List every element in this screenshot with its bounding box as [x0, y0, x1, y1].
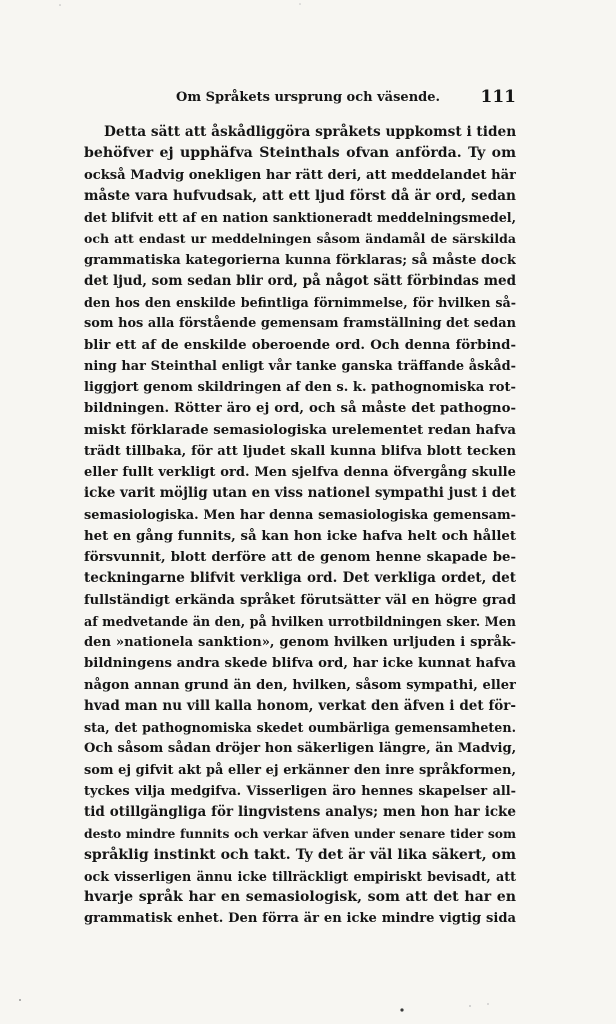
text-line: af medvetande än den, på hvilken urrotbildningen sker. Men: [84, 613, 516, 629]
text-line: sta, det pathognomiska skedet oumbärliga gemensamheten.: [84, 720, 516, 735]
text-line: och att endast ur meddelningen såsom ändamål de särskilda: [84, 231, 516, 247]
speck: [469, 1005, 471, 1007]
text-line: hvarje språk har en semasiologisk, som att det har en: [84, 889, 516, 905]
text-line: het en gång funnits, så kan hon icke hafva helt och hållet: [84, 528, 516, 544]
text-line: som ej gifvit akt på eller ej erkänner den inre språkformen,: [84, 762, 516, 778]
text-line: ning har Steinthal enligt vår tanke ganska träffande åskåd-: [84, 358, 516, 374]
text-line: språklig instinkt och takt. Ty det är väl lika säkert, om: [84, 846, 516, 863]
text-line: ock visserligen ännu icke tillräckligt empiriskt bevisadt, att: [84, 868, 516, 884]
page-number: 111: [480, 87, 516, 107]
text-line: semasiologiska. Men har denna semasiologiska gemensam-: [84, 507, 516, 523]
text-line: den »nationela sanktion», genom hvilken urljuden i språk-: [84, 635, 516, 650]
text-line: teckningarne blifvit verkliga ord. Det verkliga ordet, det: [84, 570, 516, 587]
running-head: [84, 87, 516, 110]
text-line: försvunnit, blott derföre att de genom henne skapade be-: [84, 550, 516, 565]
text-line: blir ett af de enskilde oberoende ord. Och denna förbind-: [84, 337, 516, 353]
body-text: [84, 122, 516, 930]
text-line: grammatisk enhet. Den förra är en icke mindre vigtig sida: [84, 911, 516, 927]
text-line: måste vara hufvudsak, att ett ljud först då är ord, sedan: [84, 187, 516, 204]
text-line: Och såsom sådan dröjer hon säkerligen längre, än Madvig,: [84, 741, 516, 757]
speck: [59, 4, 61, 6]
text-line: fullständigt erkända språket förutsätter väl en högre grad: [84, 592, 516, 608]
text-line: det blifvit ett af en nation sanktioneradt meddelningsmedel,: [84, 210, 516, 225]
text-line: den hos den enskilde befintliga förnimmelse, för hvilken så-: [84, 295, 516, 310]
text-line: desto mindre funnits och verkar äfven under senare tider som: [84, 826, 516, 842]
text-line: trädt tillbaka, för att ljudet skall kunna blifva blott tecken: [84, 443, 516, 459]
text-line: bildningens andra skede blifva ord, har icke kunnat hafva: [84, 656, 516, 672]
text-line: tyckes vilja medgifva. Visserligen äro hennes skapelser all-: [84, 783, 516, 799]
speck: [19, 999, 21, 1001]
running-title: Om Språkets ursprung och väsende.: [176, 90, 441, 105]
text-line: bildningen. Rötter äro ej ord, och så måste det pathogno-: [84, 401, 516, 417]
text-line: det ljud, som sedan blir ord, på något sätt förbindas med: [84, 272, 516, 289]
speck: [400, 1008, 403, 1011]
text-line: icke varit möjlig utan en viss nationel sympathi just i det: [84, 485, 516, 502]
speck: [487, 1003, 489, 1005]
text-line: tid otillgängliga för lingvistens analys; men hon har icke: [84, 804, 516, 820]
text-line: hvad man nu vill kalla honom, verkat den äfven i det för-: [84, 697, 516, 714]
speck: [299, 3, 301, 5]
text-line: miskt förklarade semasiologiska urelementet redan hafva: [84, 422, 516, 438]
text-line: också Madvig onekligen har rätt deri, att meddelandet här: [84, 167, 516, 183]
text-line: Detta sätt att åskådliggöra språkets uppkomst i tiden: [104, 124, 516, 140]
text-line: någon annan grund än den, hvilken, såsom sympathi, eller: [84, 677, 516, 693]
text-line: behöfver ej upphäfva Steinthals ofvan anförda. Ty om: [84, 145, 516, 162]
text-line: som hos alla förstående gemensam framställning det sedan: [84, 316, 516, 332]
text-line: grammatiska kategorierna kunna förklaras; så måste dock: [84, 252, 516, 268]
text-line: eller fullt verkligt ord. Men sjelfva denna öfvergång skulle: [84, 465, 516, 480]
text-line: liggjort genom skildringen af den s. k. pathognomiska rot-: [84, 380, 516, 395]
